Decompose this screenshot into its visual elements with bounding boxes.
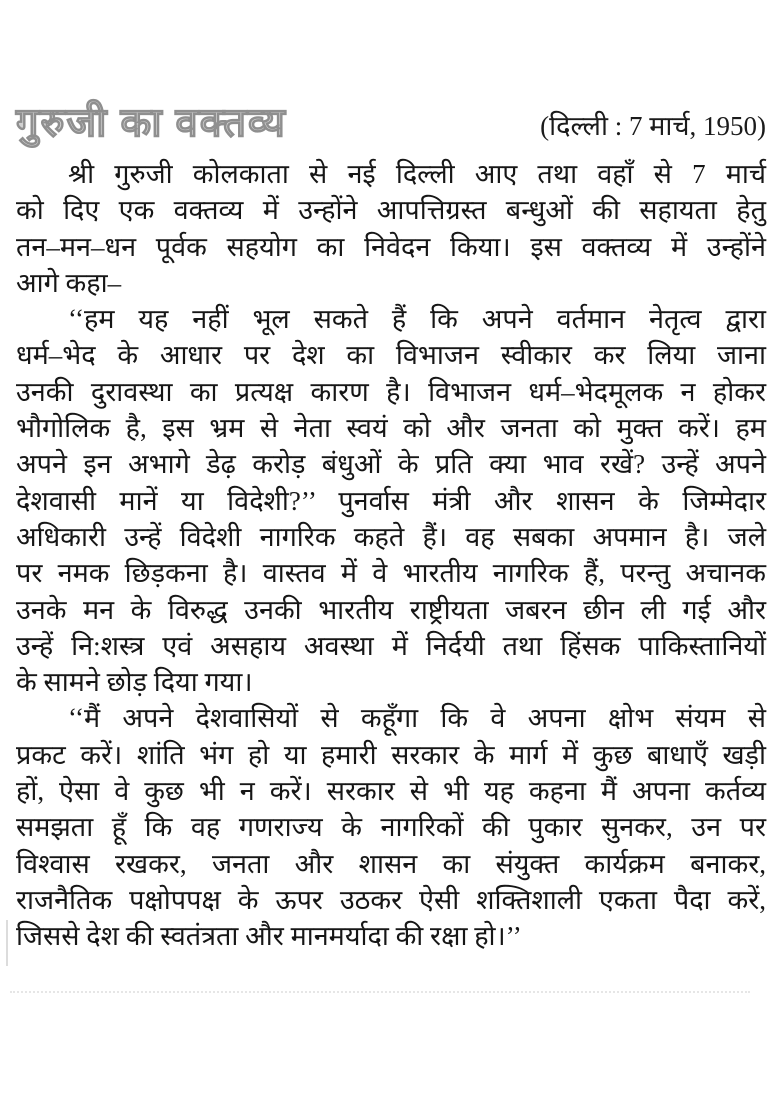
text-line: उनके मन के विरुद्ध उनकी भारतीय राष्ट्रीयता जबरन छीन ली गई और	[16, 594, 766, 625]
text-line: राजनैतिक पक्षोपपक्ष के ऊपर उठकर ऐसी शक्तिशाली एकता पैदा करें,	[16, 884, 766, 915]
body-text	[16, 156, 766, 955]
text-line: को दिए एक वक्तव्य में उन्होंने आपत्तिग्रस्त बन्धुओं की सहायता हेतु	[16, 195, 766, 226]
text-line: भौगोलिक है, इस भ्रम से नेता स्वयं को और जनता को मुक्त करें। हम	[16, 413, 766, 444]
text-line: विश्वास रखकर, जनता और शासन का संयुक्त कार्यक्रम बनाकर,	[16, 848, 766, 879]
text-line: ‘‘हम यह नहीं भूल सकते हैं कि अपने वर्तमान नेतृत्व द्वारा	[68, 304, 766, 335]
dateline: (दिल्ली : 7 मार्च, 1950)	[540, 111, 766, 141]
text-line: समझता हूँ कि वह गणराज्य के नागरिकों की पुकार सुनकर, उन पर	[16, 812, 766, 843]
text-line: उनकी दुरावस्था का प्रत्यक्ष कारण है। विभाजन धर्म–भेदमूलक न होकर	[16, 376, 766, 407]
text-line: उन्हें नि:शस्त्र एवं असहाय अवस्था में निर्दयी तथा हिंसक पाकिस्तानियों	[16, 630, 766, 661]
text-line: देशवासी मानें या विदेशी?’’ पुनर्वास मंत्री और शासन के जिम्मेदार	[16, 485, 766, 516]
text-line: आगे कहा–	[16, 267, 122, 298]
text-line: जिससे देश की स्वतंत्रता और मानमर्यादा की रक्षा हो।’’	[16, 921, 522, 952]
text-line: अपने इन अभागे डेढ़ करोड़ बंधुओं के प्रति क्या भाव रखें? उन्हें अपने	[16, 449, 766, 480]
scan-edge-mark	[6, 920, 8, 966]
page-title: गुरुजी का वक्तव्य	[16, 100, 287, 145]
text-line: पर नमक छिड़कना है। वास्तव में वे भारतीय नागरिक हैं, परन्तु अचानक	[16, 558, 766, 589]
text-line: श्री गुरुजी कोलकाता से नई दिल्ली आए तथा वहाँ से 7 मार्च	[68, 159, 766, 189]
text-line: के सामने छोड़ दिया गया।	[16, 667, 253, 698]
title-row	[16, 100, 766, 146]
text-line: प्रकट करें। शांति भंग हो या हमारी सरकार के मार्ग में कुछ बाधाएँ खड़ी	[16, 739, 766, 770]
scan-artifact-line	[10, 991, 750, 993]
text-line: ‘‘मैं अपने देशवासियों से कहूँगा कि वे अपना क्षोभ संयम से	[68, 703, 766, 734]
text-line: तन–मन–धन पूर्वक सहयोग का निवेदन किया। इस वक्तव्य में उन्होंने	[16, 231, 766, 262]
text-line: अधिकारी उन्हें विदेशी नागरिक कहते हैं। वह सबका अपमान है। जले	[16, 521, 766, 552]
text-line: धर्म–भेद के आधार पर देश का विभाजन स्वीकार कर लिया जाना	[16, 340, 766, 371]
text-line: हों, ऐसा वे कुछ भी न करें। सरकार से भी यह कहना मैं अपना कर्तव्य	[16, 776, 766, 807]
